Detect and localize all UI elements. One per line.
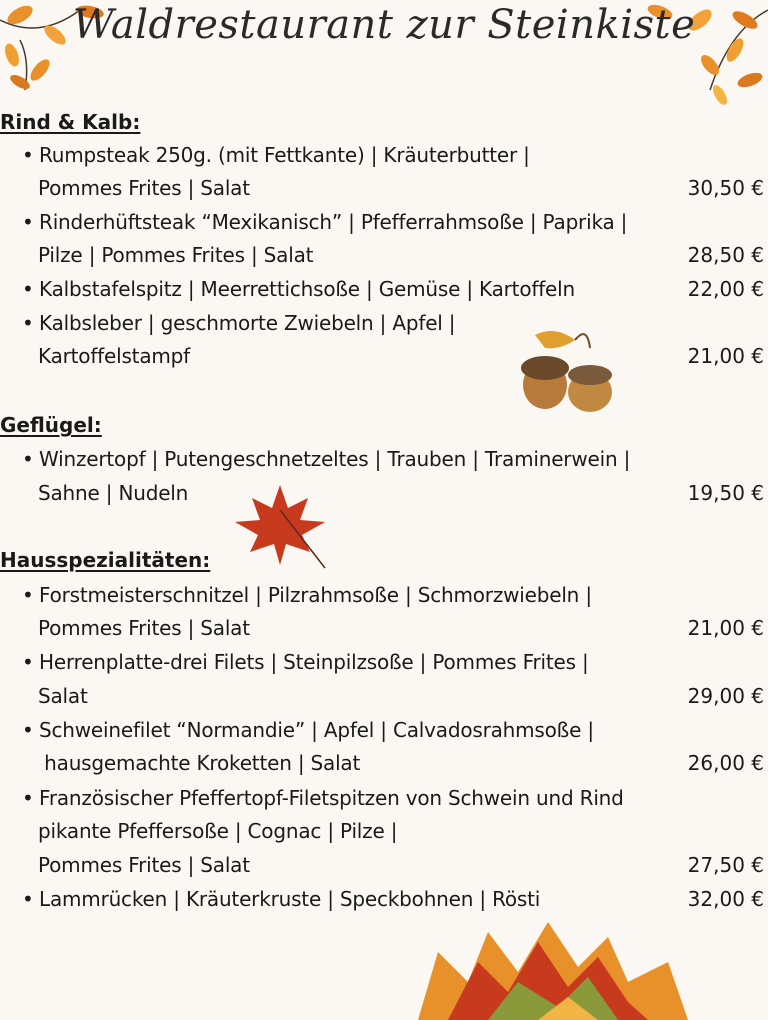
section-heading-gefluegel: Geflügel: — [0, 413, 102, 437]
menu-item-line: Pilze | Pommes Frites | Salat — [38, 243, 314, 267]
section-heading-hausspezialitaeten: Hausspezialitäten: — [0, 548, 211, 572]
menu-item-price: 22,00 € — [687, 277, 764, 301]
menu-item-line: • Kalbsleber | geschmorte Zwiebeln | Apfel | — [39, 311, 455, 335]
menu-item-line: • Rumpsteak 250g. (mit Fettkante) | Kräuterbutter | — [39, 143, 530, 167]
menu-item-price: 26,00 € — [687, 751, 764, 775]
menu-item-line: • Herrenplatte-drei Filets | Steinpilzsoße | Pommes Frites | — [39, 650, 588, 674]
autumn-leaves-bottom-icon — [398, 912, 698, 1020]
restaurant-title: Waldrestaurant zur Steinkiste — [72, 2, 696, 48]
menu-item-line: • Forstmeisterschnitzel | Pilzrahmsoße | Schmorzwiebeln | — [39, 583, 592, 607]
menu-item-price: 21,00 € — [687, 616, 764, 640]
menu-item-line: Kartoffelstampf — [38, 344, 191, 368]
acorn-icon — [515, 320, 625, 415]
menu-item-line: Pommes Frites | Salat — [38, 853, 250, 877]
menu-item-line: • Rinderhüftsteak “Mexikanisch” | Pfefferrahmsoße | Paprika | — [39, 210, 627, 234]
menu-item-price: 30,50 € — [687, 176, 764, 200]
menu-item-line: • Winzertopf | Putengeschnetzeltes | Trauben | Traminerwein | — [39, 447, 630, 471]
menu-item-price: 19,50 € — [687, 481, 764, 505]
menu-item-line: Pommes Frites | Salat — [38, 176, 250, 200]
menu-item-line: Sahne | Nudeln — [38, 481, 189, 505]
maple-leaf-icon — [230, 480, 330, 570]
menu-item-price: 21,00 € — [687, 344, 764, 368]
menu-item-line: • Kalbstafelspitz | Meerrettichsoße | Gemüse | Kartoffeln — [39, 277, 575, 301]
menu-item-line: • Schweinefilet “Normandie” | Apfel | Calvadosrahmsoße | — [39, 718, 594, 742]
menu-item-price: 29,00 € — [687, 684, 764, 708]
menu-item-price: 27,50 € — [687, 853, 764, 877]
menu-item-price: 28,50 € — [687, 243, 764, 267]
menu-item-line: hausgemachte Kroketten | Salat — [38, 751, 361, 775]
menu-item-line: pikante Pfeffersoße | Cognac | Pilze | — [38, 819, 398, 843]
menu-item-line: • Französischer Pfeffertopf-Filetspitzen von Schwein und Rind — [39, 786, 624, 810]
menu-item-line: • Lammrücken | Kräuterkruste | Speckbohnen | Rösti — [39, 887, 540, 911]
section-heading-rind-kalb: Rind & Kalb: — [0, 110, 141, 134]
menu-item-line: Pommes Frites | Salat — [38, 616, 250, 640]
menu-item-price: 32,00 € — [687, 887, 764, 911]
menu-item-line: Salat — [38, 684, 88, 708]
